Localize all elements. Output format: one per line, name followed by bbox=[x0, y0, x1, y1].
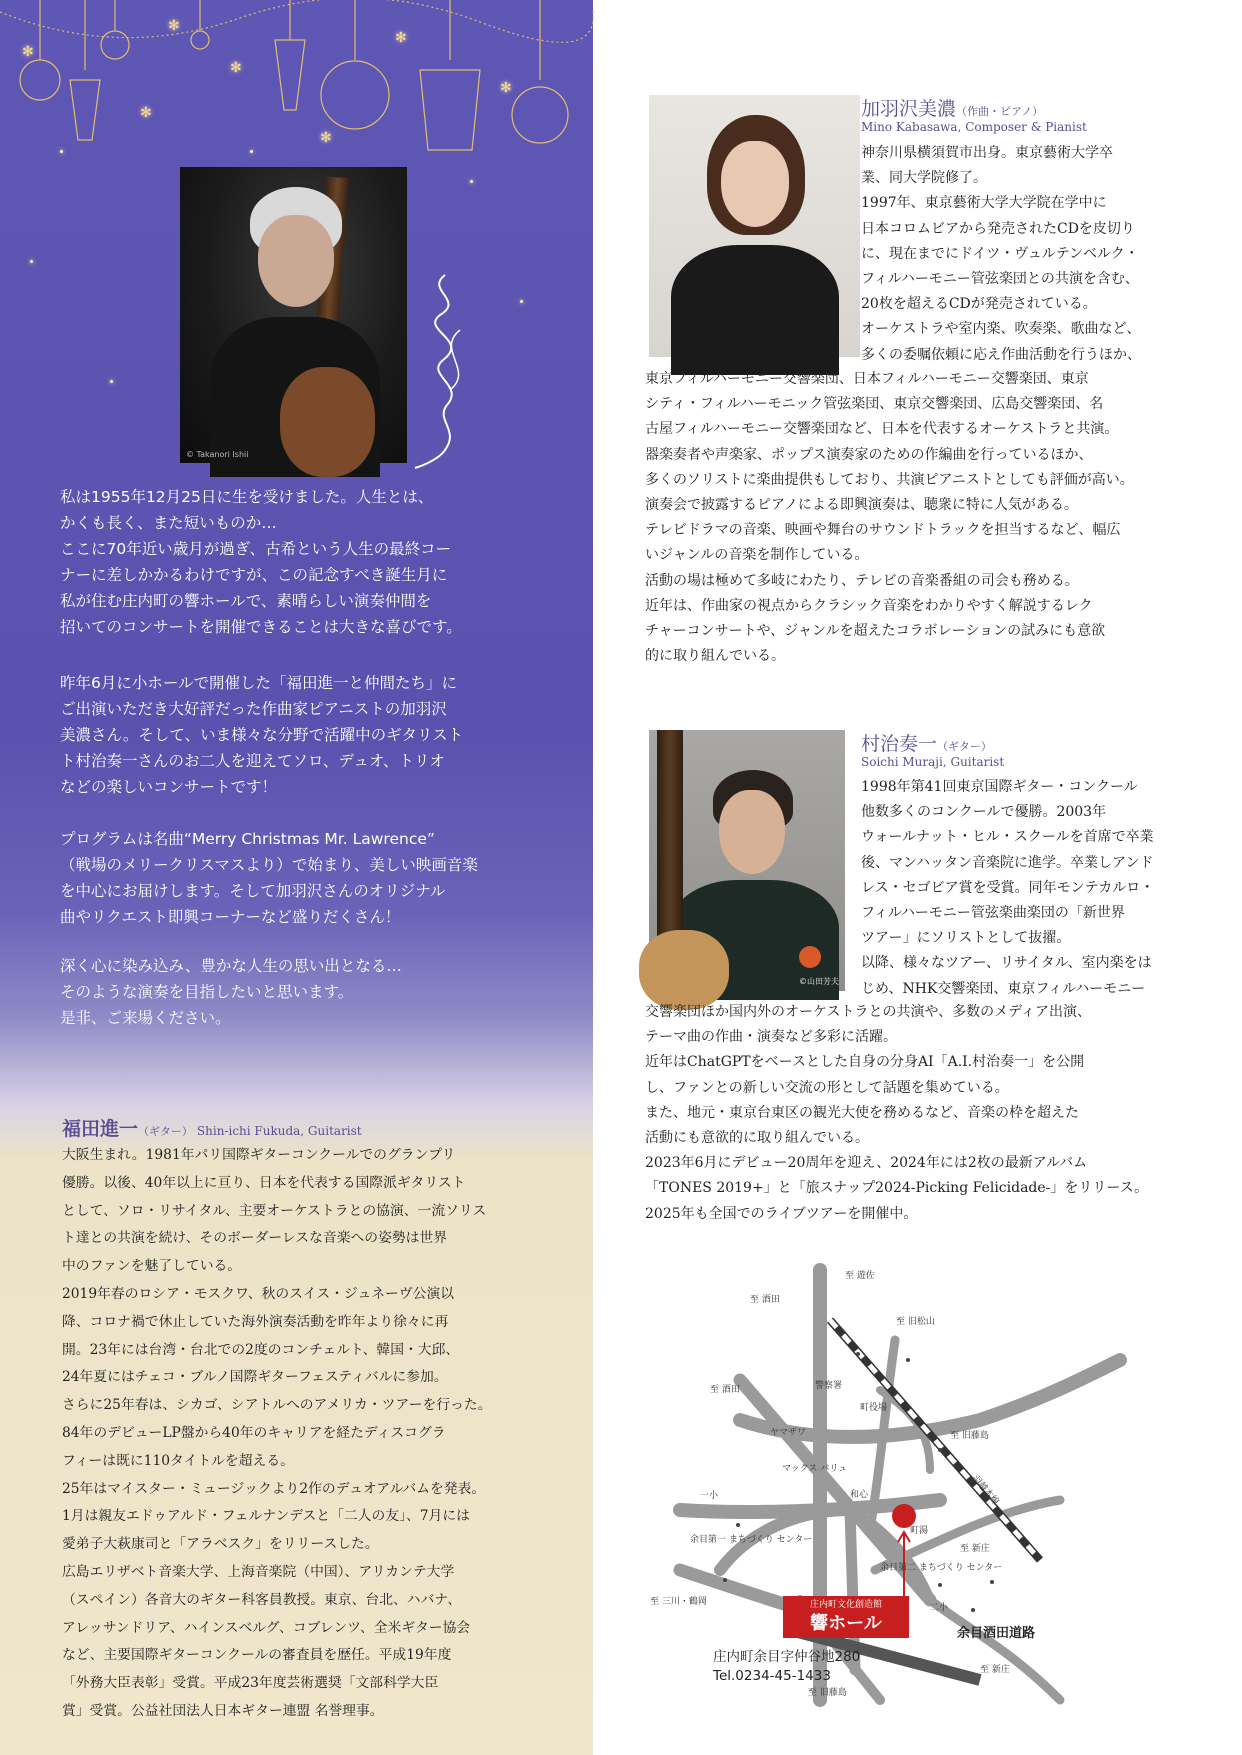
map-label: 町役場 bbox=[860, 1403, 888, 1413]
intro-paragraph-3: プログラムは名曲“Merry Christmas Mr. Lawrence” （戦場のメリークリスマスより）で始まり、美しい映画音楽 を中心にお届けします。そして加羽沢さんのオリジナル 曲やリクエスト即興コーナーなど盛りだくさん！ bbox=[60, 830, 478, 926]
map-label: 二小 bbox=[930, 1603, 949, 1613]
road-name: 余目酒田道路 bbox=[957, 1626, 1036, 1641]
venue-name: 響ホール bbox=[810, 1613, 882, 1634]
guitar-body bbox=[280, 367, 375, 477]
kabasawa-biography-top: 神奈川県横須賀市出身。東京藝術大学卒 業、同大学院修了。 1997年、東京藝術大学大学院在学中に 日本コロムビアから発売されたCDを皮切り に、現在までにドイツ・ヴュルテンベルク・ フィルハーモニー管弦楽団との共演を含む、 20枚を超えるCDが発売されている。 オーケストラや室内楽、吹奏楽、歌曲など、 多くの委嘱依頼に応え作曲活動を行うほか、 bbox=[861, 145, 1141, 363]
map-label: マックス バリュ bbox=[782, 1464, 848, 1474]
map-label: 至 酒田 bbox=[750, 1295, 780, 1305]
address-line: 庄内町余目字仲谷地280 bbox=[713, 1649, 861, 1665]
kabasawa-name-en: Mino Kabasawa, Composer & Pianist bbox=[861, 120, 1087, 134]
map-label: ヤマザワ bbox=[770, 1428, 807, 1438]
sparkle bbox=[60, 150, 63, 153]
sparkle bbox=[470, 180, 473, 183]
snowflake-icon: ✻ bbox=[230, 60, 242, 76]
map-label: 至 旧松山 bbox=[896, 1317, 935, 1327]
snowflake-icon: ✻ bbox=[500, 80, 512, 96]
snowflake-icon: ✻ bbox=[320, 130, 332, 146]
sparkle bbox=[30, 260, 33, 263]
place-dot bbox=[856, 1352, 860, 1356]
muraji-portrait-photo bbox=[649, 730, 845, 991]
place-dot bbox=[971, 1608, 975, 1612]
snowflake-icon: ✻ bbox=[168, 18, 180, 34]
photo-credit: ©山田芳夫 bbox=[799, 977, 839, 986]
photo-face bbox=[258, 215, 334, 307]
map-label: 警察署 bbox=[815, 1381, 843, 1391]
map-label: 至 新庄 bbox=[960, 1544, 990, 1554]
intro-paragraph-2: 昨年6月に小ホールで開催した「福田進一と仲間たち」に ご出演いただき大好評だった作曲家ピアニストの加羽沢 美濃さん。そして、いま様々な分野で活躍中のギタリスト ト村治奏一さんのお二人を迎えてソロ、デュオ、トリオ などの楽しいコンサートです！ bbox=[60, 674, 464, 796]
map-label: 羽越本線 bbox=[969, 1473, 1001, 1508]
venue-label bbox=[783, 1596, 909, 1638]
map-label: 余目第二 まちづくり センター bbox=[880, 1563, 1003, 1573]
fukuda-name-en: Shin-ichi Fukuda, Guitarist bbox=[196, 1124, 362, 1138]
map-label: 至 酒田 bbox=[710, 1385, 740, 1395]
phone-number: Tel.0234-45-1433 bbox=[713, 1668, 831, 1684]
venue-address bbox=[713, 1648, 860, 1686]
sparkle bbox=[520, 300, 523, 303]
guitar-body bbox=[639, 930, 729, 1010]
fukuda-biography: 大阪生まれ。1981年パリ国際ギターコンクールでのグランプリ 優勝。以後、40年以上に亘り、日本を代表する国際派ギタリスト として、ソロ・リサイタル、主要オーケストラとの協演、一流ソリス ト達との共演を続け、そのボーダーレスな音楽への姿勢は世界 中のファンを魅了している。 2019年春のロシア・モスクワ、秋のスイス・ジュネーヴ公演以 降、コロナ禍で休止していた海外演奏活動を昨年より徐々に再 開。23年には台湾・台北での2度のコンチェルト、韓国・大邱、 24年夏にはチェコ・ブルノ国際ギターフェスティバルに参加。 さらに25年春は、シカゴ、シアトルへのアメリカ・ツアーを行った。 84年のデビューLP盤から40年のキャリアを経たディスコグラ フィーは既に110タイトルを超える。 25年はマイスター・ミュージックより2作のデュオアルバムを発表。 1月は親友エドゥアルド・フェルナンデスと「二人の友」、7月には 愛弟子大萩康司と「アラベスク」をリリースした。 広島エリザベト音楽大学、上海音楽院（中国）、アリカンテ大学 （スペイン）各音大のギター科客員教授。東京、台北、ハバナ、 アレッサンドリア、ハインスベルグ、コブレンツ、全米ギター協会 など、主要国際ギターコンクールの審査員を歴任。平成19年度 「外務大臣表彰」受賞。平成23年度芸術選奨「文部科学大臣 賞」受賞。公益社団法人日本ギター連盟 名誉理事。 bbox=[62, 1147, 492, 1719]
sparkle bbox=[110, 380, 113, 383]
kabasawa-name-heading bbox=[861, 94, 1043, 121]
photo-body bbox=[671, 245, 839, 375]
map-label: 至 旧藤島 bbox=[950, 1431, 989, 1441]
place-dot bbox=[990, 1580, 994, 1584]
photo-credit: © Takanori Ishii bbox=[186, 450, 249, 459]
muraji-name: 村治奏一 bbox=[861, 733, 938, 755]
kabasawa-name: 加羽沢美濃 bbox=[861, 98, 957, 120]
snowflake-icon: ✻ bbox=[140, 105, 152, 121]
map-label: 一小 bbox=[700, 1491, 719, 1501]
intro-paragraph-1: 私は1955年12月25日に生を受けました。人生とは、 かくも長く、また短いものか… ここに70年近い歳月が過ぎ、古希という人生の最終コー ナーに差しかかるわけですが、この記念すべき誕生月に 私が住む庄内町の響ホールで、素晴らしい演奏仲間を 招いてのコンサートを開催できることは大きな喜びです。 bbox=[60, 488, 462, 636]
photo-face bbox=[719, 790, 785, 874]
venue-subtitle: 庄内町文化創造館 bbox=[809, 1600, 882, 1610]
sparkle bbox=[250, 150, 253, 153]
photo-face bbox=[721, 141, 789, 227]
map-label: 町湯 bbox=[910, 1526, 929, 1536]
map-road bbox=[930, 1600, 1060, 1700]
muraji-name-en: Soichi Muraji, Guitarist bbox=[861, 755, 1005, 769]
fukuda-role: （ギター） bbox=[138, 1125, 193, 1138]
muraji-name-heading bbox=[861, 729, 992, 756]
place-dot bbox=[938, 1583, 942, 1587]
muraji-biography-top: 1998年第41回東京国際ギター・コンクール 他数多くのコンクールで優勝。2003年 ウォールナット・ヒル・スクールを首席で卒業 後、マンハッタン音楽院に進学。卒業しアンド レス・セゴビア賞を受賞。同年モンテカルロ・ フィルハーモニー管弦楽曲楽団の「新世界 ツアー」にソリストとして抜擢。 以降、様々なツアー、リサイタル、室内楽をは じめ、NHK交響楽団、東京フィルハーモニー bbox=[861, 779, 1155, 997]
map-label: 和心 bbox=[850, 1490, 869, 1500]
fukuda-name: 福田進一 bbox=[62, 1118, 139, 1140]
map-label: 至 三川・鶴岡 bbox=[650, 1597, 707, 1607]
place-dot bbox=[906, 1358, 910, 1362]
kabasawa-biography-bottom: 東京フィルハーモニー交響楽団、日本フィルハーモニー交響楽団、東京 シティ・フィルハーモニック管弦楽団、東京交響楽団、広島交響楽団、名 古屋フィルハーモニー交響楽団など、日本を代表するオーケストラと共演。 器楽奏者や声楽家、ポップス演奏家のための作編曲を行っているほか、 多くのソリストに楽曲提供もしており、共演ピアニストとしても評価が高い。 演奏会で披露するピアノによる即興演奏は、聴衆に特に人気がある。 テレビドラマの音楽、映画や舞台のサウンドトラックを担当するなど、幅広 いジャンルの音楽を制作している。 活動の場は極めて多岐にわたり、テレビの音楽番組の司会も務める。 近年は、作曲家の視点からクラシック音楽をわかりやすく解説するレク チャーコンサートや、ジャンルを超えたコラボレーションの試みにも意欲 的に取り組んでいる。 bbox=[645, 371, 1134, 665]
intro-paragraph-4: 深く心に染み込み、豊かな人生の思い出となる… そのような演奏を目指したいと思います。 是非、ご来場ください。 bbox=[60, 957, 402, 1027]
snowflake-icon: ✻ bbox=[395, 30, 407, 46]
muraji-biography-bottom: 交響楽団ほか国内外のオーケストラとの共演や、多数のメディア出演、 テーマ曲の作曲・演奏など多彩に活躍。 近年はChatGPTをベースとした自身の分身AI「A.I.村治奏一」を公開 し、ファンとの新しい交流の形として話題を集めている。 また、地元・東京台東区の観光大使を務めるなど、音楽の枠を超えた 活動にも意欲的に取り組んでいる。 2023年6月にデビュー20周年を迎え、2024年には2枚の最新アルバム 「TONES 2019+」と「旅スナップ2024-Picking Felicidade-」をリリース。 2025年も全国でのライブツアーを開催中。 bbox=[645, 1004, 1149, 1222]
venue-map bbox=[650, 1270, 1160, 1700]
venue-marker-icon bbox=[892, 1504, 916, 1528]
map-label: 至 新庄 bbox=[980, 1665, 1010, 1675]
place-dot bbox=[736, 1523, 740, 1527]
map-label: 余目第一 まちづくり センター bbox=[690, 1535, 813, 1545]
kabasawa-role: （作曲・ピアノ） bbox=[956, 105, 1044, 118]
map-label: 至 旧藤島 bbox=[808, 1688, 847, 1698]
place-dot bbox=[723, 1578, 727, 1582]
map-label: 至 遊佐 bbox=[845, 1271, 875, 1281]
fukuda-portrait-photo bbox=[180, 167, 407, 463]
pocket-flower bbox=[799, 946, 821, 968]
autograph-signature-icon bbox=[405, 270, 485, 470]
fukuda-name-heading bbox=[62, 1114, 362, 1141]
map-road bbox=[740, 1360, 1120, 1437]
muraji-role: （ギター） bbox=[937, 740, 992, 753]
kabasawa-portrait-photo bbox=[649, 95, 860, 357]
place-dot bbox=[938, 1448, 942, 1452]
snowflake-icon: ✻ bbox=[22, 44, 34, 60]
left-column bbox=[0, 0, 593, 1755]
